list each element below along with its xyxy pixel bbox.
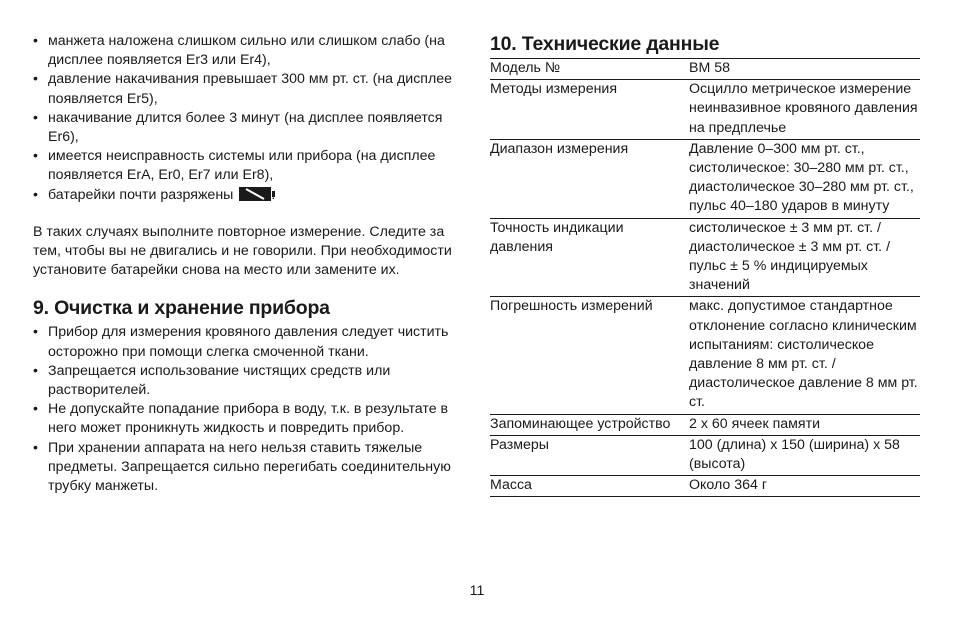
battery-low-icon (239, 187, 271, 201)
list-item: • Не допускайте попадание прибора в воду, т.к. в результате в него может проникнуть жидкость и повредить прибор. (33, 400, 463, 438)
page-number: 11 (469, 583, 485, 599)
spec-key: Запоминающее устройство (490, 414, 689, 435)
spec-key: Размеры (490, 435, 689, 475)
spec-key: Масса (490, 476, 689, 497)
instruction-paragraph: В таких случаях выполните повторное измерение. Следите за тем, чтобы вы не двигались и не говорили. При необходимости установите батарейки снова на место или замените их. (33, 223, 452, 279)
list-item: • давление накачивания превышает 300 мм рт. ст. (на дисплее появляется Er5), (33, 70, 463, 108)
section-10-title: 10. Технические данные (490, 33, 720, 55)
list-item: • Запрещается использование чистящих средств или растворителей. (33, 362, 463, 400)
spec-value: систолическое ± 3 мм рт. ст. / диастолическое ± 3 мм рт. ст. / пульс ± 5 % индицируемых значений (689, 218, 920, 297)
table-row (490, 435, 920, 475)
list-item: • накачивание длится более 3 минут (на дисплее появляется Er6), (33, 109, 463, 147)
spec-value: Осцилло метрическое измерение неинвазивное кровяного давления на предплечье (689, 80, 920, 140)
section-9-title: 9. Очистка и хранение прибора (33, 297, 330, 320)
table-row (490, 414, 920, 435)
spec-value: BM 58 (689, 59, 920, 80)
spec-value: 100 (длина) x 150 (ширина) x 58 (высота) (689, 435, 920, 475)
spec-key: Точность индикации давления (490, 218, 689, 297)
table-row (490, 59, 920, 80)
table-row (490, 297, 920, 414)
list-item: • батарейки почти разряжены (33, 186, 463, 205)
table-row (490, 218, 920, 297)
table-row (490, 139, 920, 218)
list-item: • имеется неисправность системы или прибора (на дисплее появляется ErA, Er0, Er7 или Er8), (33, 147, 463, 185)
list-item: • Прибор для измерения кровяного давления следует чистить осторожно при помощи слегка смоченной ткани. (33, 323, 463, 361)
spec-value: макс. допустимое стандартное отклонение согласно клиническим испытаниям: систолическое давление 8 мм рт. ст. / диастолическое давление 8 мм рт. ст. (689, 297, 920, 414)
list-item: • манжета наложена слишком сильно или слишком слабо (на дисплее появляется Er3 или Er4), (33, 32, 463, 70)
list-item: • При хранении аппарата на него нельзя ставить тяжелые предметы. Запрещается сильно перегибать соединительную трубку манжеты. (33, 439, 463, 497)
cleaning-list (33, 323, 463, 496)
left-column (33, 32, 463, 496)
technical-data-table (490, 58, 920, 497)
spec-value: Около 364 г (689, 476, 920, 497)
table-row (490, 476, 920, 497)
spec-key: Методы измерения (490, 80, 689, 140)
table-row (490, 80, 920, 140)
spec-value: 2 x 60 ячеек памяти (689, 414, 920, 435)
spec-value: Давление 0–300 мм рт. ст., систолическое: 30–280 мм рт. ст., диастолическое 30–280 мм рт. ст., пульс 40–180 ударов в минуту (689, 139, 920, 218)
right-column (490, 32, 920, 497)
error-conditions-list (33, 32, 463, 205)
spec-key: Модель № (490, 59, 689, 80)
spec-key: Диапазон измерения (490, 139, 689, 218)
spec-key: Погрешность измерений (490, 297, 689, 414)
